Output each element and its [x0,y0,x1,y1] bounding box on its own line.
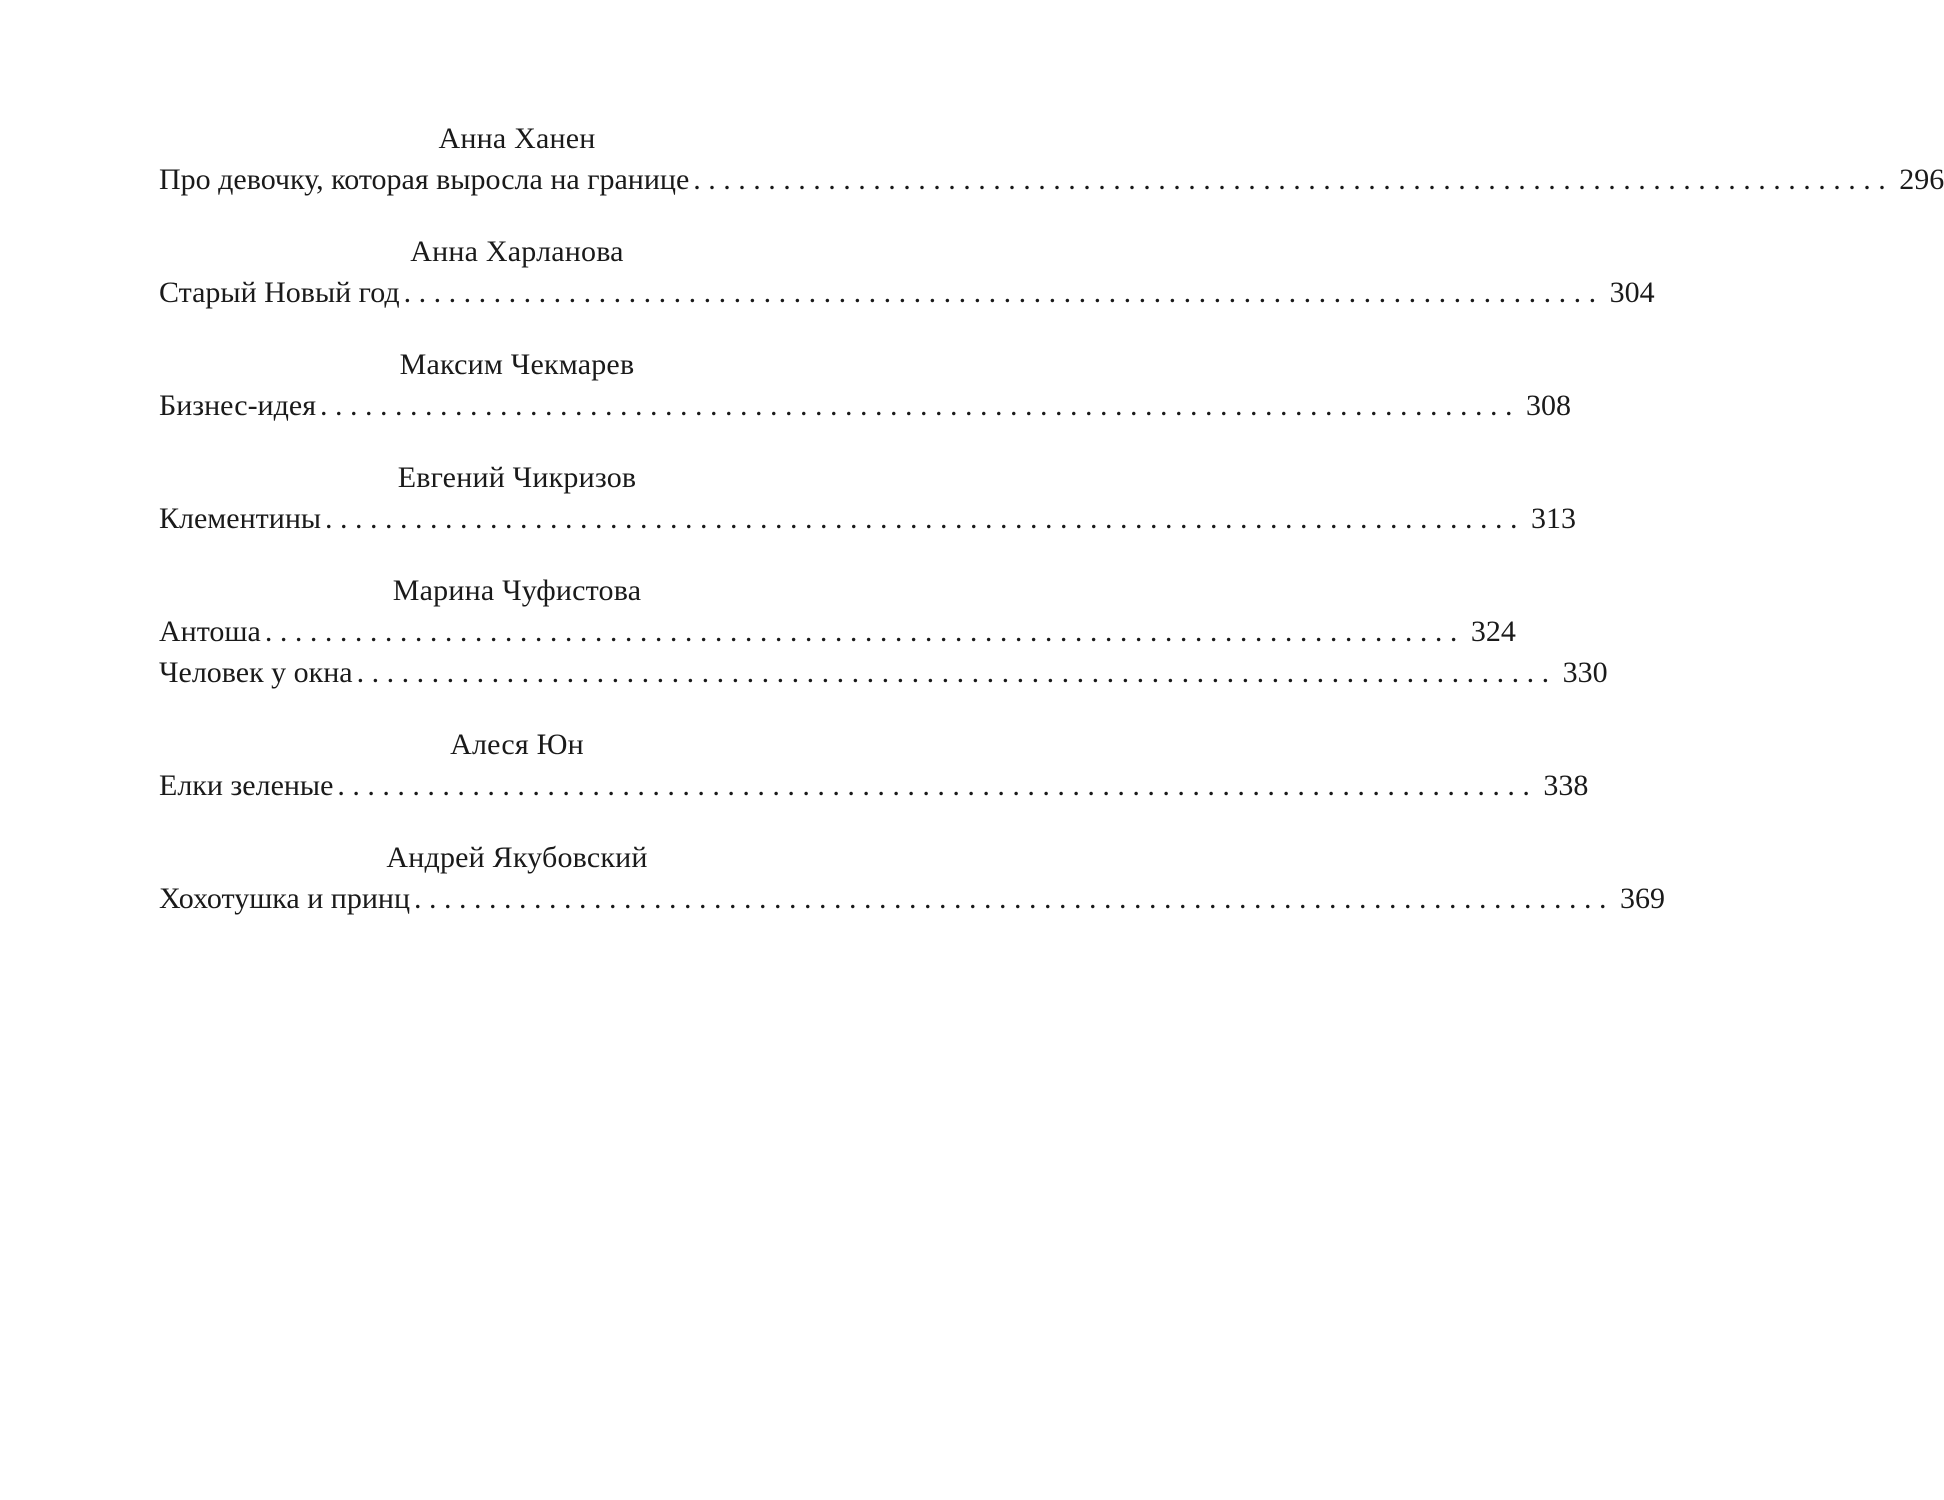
story-title: Про девочку, которая выросла на границе [159,163,690,196]
table-of-contents [159,118,1944,950]
author-name: Андрей Якубовский [386,841,648,874]
toc-entry [159,611,1516,652]
toc-section [159,344,1571,426]
toc-entry [159,652,1608,693]
toc-entry [159,878,1666,919]
story-title: Старый Новый год [159,276,400,309]
story-title: Человек у окна [159,656,353,689]
dot-leader: ................................................................................ [264,615,1465,648]
toc-section [159,231,1655,313]
toc-entry [159,498,1577,539]
toc-entry [159,765,1589,806]
story-title: Антоша [159,615,261,648]
toc-section [159,118,1944,200]
page-number: 369 [1620,882,1666,915]
dot-leader: ................................................................................ [325,502,1526,535]
dot-leader: ................................................................................ [403,276,1604,309]
dot-leader: ................................................................................ [320,389,1520,422]
story-title: Елки зеленые [159,769,334,802]
page-number: 338 [1543,769,1589,802]
dot-leader: ................................................................................ [693,163,1894,196]
dot-leader: ................................................................................ [337,769,1538,802]
toc-section [159,837,1666,919]
toc-entry [159,159,1944,200]
toc-section [159,570,1608,693]
toc-section [159,724,1589,806]
dot-leader: ................................................................................ [356,656,1557,689]
page-number: 304 [1609,276,1655,309]
author-name: Марина Чуфистова [392,574,642,607]
page-number: 296 [1899,163,1944,196]
story-title: Клементины [159,502,322,535]
page-number: 330 [1562,656,1608,689]
toc-entry [159,385,1571,426]
author-name: Максим Чекмарев [399,348,635,381]
story-title: Хохотушка и принц [159,882,411,915]
toc-section [159,457,1577,539]
page-number: 308 [1526,389,1571,422]
author-name: Анна Ханен [438,122,596,155]
page-number: 313 [1531,502,1577,535]
author-name: Евгений Чикризов [397,461,637,494]
author-name: Анна Харланова [410,235,624,268]
dot-leader: ................................................................................ [414,882,1615,915]
story-title: Бизнес-идея [159,389,316,422]
toc-entry [159,272,1655,313]
page-number: 324 [1470,615,1516,648]
author-name: Алеся Юн [450,728,584,761]
